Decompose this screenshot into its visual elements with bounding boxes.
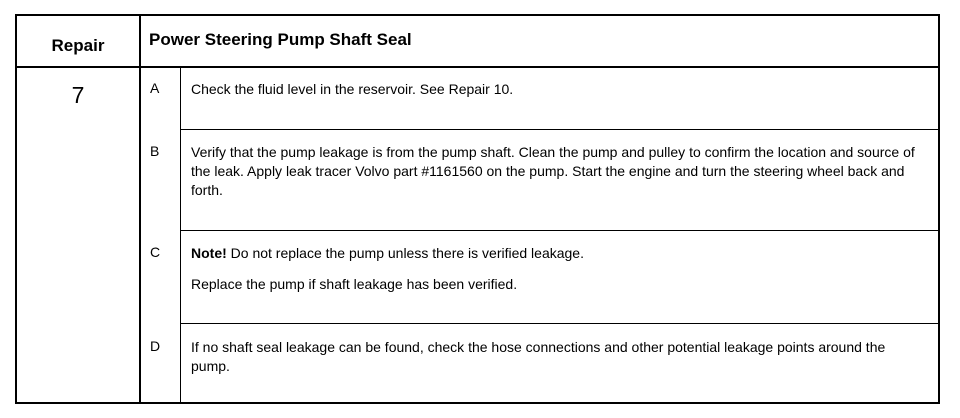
step-a-instruction: Check the fluid level in the reservoir. See Repair 10. (191, 81, 514, 97)
repair-column-header: Repair (51, 36, 105, 55)
note-label: Note! (191, 245, 227, 261)
note-text: Do not replace the pump unless there is verified leakage. (226, 245, 584, 261)
step-divider-c-d (180, 323, 940, 324)
step-b-instruction: Verify that the pump leakage is from the pump shaft. Clean the pump and pulley to confirm the location and source of the leak. Apply leak tracer Volvo part #1161560 on the pump. Start the engine and turn the steering wheel back and forth. (191, 144, 915, 198)
letter-column-divider (180, 67, 181, 404)
step-divider-a-b (180, 129, 940, 130)
step-d-instruction: If no shaft seal leakage can be found, check the hose connections and other potential leakage points around the pump. (191, 339, 886, 374)
step-c-instruction: Replace the pump if shaft leakage has been verified. (191, 276, 518, 292)
step-c-note (191, 244, 926, 263)
step-letter-d: D (150, 338, 161, 354)
step-text-c (191, 244, 926, 294)
repair-column-divider (139, 14, 141, 404)
step-text-d (191, 338, 926, 376)
repair-number: 7 (71, 82, 85, 108)
step-letter-c: C (150, 244, 161, 260)
step-text-b (191, 143, 926, 200)
step-divider-b-c (180, 230, 940, 231)
page-title: Power Steering Pump Shaft Seal (149, 30, 412, 49)
header-divider (15, 66, 940, 68)
step-letter-b: B (150, 143, 160, 159)
step-letter-a: A (150, 80, 160, 96)
step-text-a (191, 80, 926, 99)
